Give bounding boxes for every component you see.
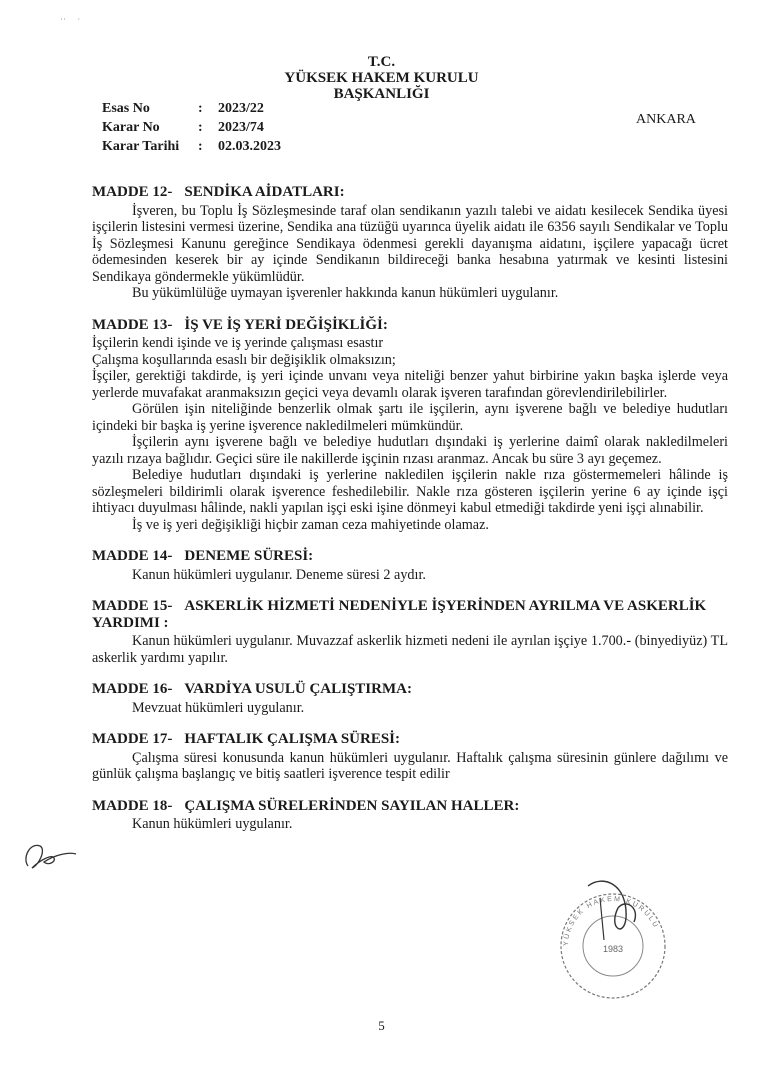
header-line-3: BAŞKANLIĞI — [333, 86, 430, 102]
karar-value: 2023/74 — [218, 120, 264, 135]
madde-paragraph: Mevzuat hükümleri uygulanır. — [132, 699, 305, 716]
svg-text:YÜKSEK HAKEM KURULU — [563, 896, 660, 946]
madde-paragraph: İşveren, bu Toplu İş Sözleşmesinde taraf olan sendikanın yazılı talebi ve aidatı kesilecek Sendika üyesi işçilerin listesini vermesi üzerine, Sendika ana tüzüğü uyarınca üyelik aidatı ile 6356 sayılı Sendikalar ve Toplu İş Sözleşmesi Kanunu gereğince Sendikaya ödenmesi gerekli dayanışma aidatını, işçilere yapacağı ücret ödemesinden keserek bir ay içinde Sendikanın bildireceği banka hesabına yatırmak ve kesinti listesini Sendikaya göndermekle yükümlüdür. — [92, 202, 728, 285]
karar-separator: : — [198, 120, 203, 135]
madde-title — [92, 798, 728, 815]
madde-number: MADDE 17- — [92, 731, 173, 747]
madde-section — [92, 681, 728, 716]
scan-artifact: ·· · — [60, 14, 81, 24]
madde-title — [92, 184, 728, 201]
seal-year: 1983 — [602, 944, 624, 954]
esas-row — [102, 99, 281, 118]
madde-heading: SENDİKA AİDATLARI: — [184, 184, 345, 200]
madde-number: MADDE 18- — [92, 797, 173, 814]
madde-paragraph: Çalışma koşullarında esaslı bir değişiklik olmaksızın; — [92, 351, 396, 368]
madde-title — [92, 548, 728, 565]
tarih-label: Karar Tarihi — [102, 139, 180, 154]
header-line-2: YÜKSEK HAKEM KURULU — [284, 70, 479, 86]
madde-paragraph: İşçilerin kendi işinde ve iş yerinde çalışması esastır — [92, 335, 384, 351]
madde-heading: ASKERLİK HİZMETİ NEDENİYLE İŞYERİNDEN AYRILMA VE ASKERLİK YARDIMI : — [92, 598, 707, 631]
madde-section — [92, 798, 728, 833]
karar-row — [102, 118, 281, 137]
tarih-separator: : — [198, 139, 203, 154]
case-meta — [102, 99, 281, 156]
madde-number: MADDE 14- — [92, 548, 173, 564]
madde-paragraph: Kanun hükümleri uygulanır. Muvazzaf askerlik hizmeti nedeni ile ayrılan işçiye 1.700.- (binyediyüz) TL askerlik yardımı yapılır. — [92, 633, 728, 666]
official-seal-stamp — [548, 878, 678, 1008]
madde-section — [92, 731, 728, 783]
madde-paragraph: Görülen işin niteliğinde benzerlik olmak şartı ile işçilerin, aynı işverene bağlı ve belediye hudutları içindeki bir başka iş yerine işverence nakledilmeleri mümkündür. — [92, 401, 728, 434]
madde-number: MADDE 13- — [92, 316, 173, 333]
madde-number: MADDE 12- — [92, 184, 173, 200]
karar-label: Karar No — [102, 120, 160, 135]
header-line-1: T.C. — [367, 54, 396, 70]
esas-value: 2023/22 — [218, 101, 264, 116]
madde-paragraph: İşçilerin aynı işverene bağlı ve belediye hudutları dışındaki iş yerlerine daimî olarak nakledilmeleri yazılı rızaya bağlıdır. Geçici süre ile nakillerde işçinin rızası aranmaz. Ancak bu süre 3 ayı geçemez. — [92, 434, 728, 467]
madde-heading: DENEME SÜRESİ: — [184, 548, 314, 564]
madde-title — [92, 317, 728, 334]
document-body — [92, 184, 728, 848]
madde-title — [92, 731, 728, 748]
esas-separator: : — [198, 101, 203, 116]
madde-paragraph: Kanun hükümleri uygulanır. Deneme süresi 2 aydır. — [132, 566, 426, 583]
madde-heading: ÇALIŞMA SÜRELERİNDEN SAYILAN HALLER: — [184, 797, 520, 814]
madde-section — [92, 317, 728, 534]
madde-paragraph: Belediye hudutları dışındaki iş yerlerine nakledilen işçilerin nakle rıza göstermemeleri hâlinde iş sözleşmeleri bildirimli olarak işverence feshedilebilir. Nakle rıza gösteren işçilerin yerine 6 ay içinde işçi ihtiyacı duyulması hâlinde, nakli yapılan işçi eski işine dönmeyi kabul etmediği takdirde yeni işçi alınabilir. — [92, 467, 728, 516]
madde-section — [92, 598, 728, 666]
seal-text: YÜKSEK HAKEM KURULU — [562, 895, 660, 947]
madde-number: MADDE 15- — [92, 598, 173, 614]
madde-paragraph: Bu yükümlülüğe uymayan işverenler hakkında kanun hükümleri uygulanır. — [132, 285, 559, 301]
page-number: 5 — [378, 1018, 385, 1033]
madde-heading: VARDİYA USULÜ ÇALIŞTIRMA: — [184, 681, 412, 697]
madde-paragraph: Kanun hükümleri uygulanır. — [132, 816, 293, 832]
madde-number: MADDE 16- — [92, 681, 173, 697]
tarih-row — [102, 137, 281, 156]
madde-paragraph: İşçiler, gerektiği takdirde, iş yeri içinde unvanı veya niteliği benzer yahut birbirine yakın başka işlerde veya yerlerde muvafakat aranmaksızın geçici veya devamlı olarak işveren tarafından görevlendirilebilirler. — [92, 368, 728, 401]
madde-paragraph: Çalışma süresi konusunda kanun hükümleri uygulanır. Haftalık çalışma süresinin günlere dağılımı ve günlük çalışma başlangıç ve bitiş saatleri işverence tespit edilir — [92, 749, 728, 782]
tarih-value: 02.03.2023 — [218, 139, 281, 154]
madde-section — [92, 184, 728, 302]
madde-heading: İŞ VE İŞ YERİ DEĞİŞİKLİĞİ: — [184, 316, 388, 333]
madde-paragraph: İş ve iş yeri değişikliği hiçbir zaman ceza mahiyetinde olamaz. — [132, 516, 489, 533]
handwritten-initials-mark — [20, 836, 80, 876]
madde-title — [92, 598, 728, 631]
document-header — [0, 54, 763, 102]
madde-title — [92, 681, 728, 698]
madde-section — [92, 548, 728, 583]
madde-heading: HAFTALIK ÇALIŞMA SÜRESİ: — [184, 731, 401, 747]
esas-label: Esas No — [102, 101, 150, 116]
city-label: ANKARA — [636, 112, 696, 127]
